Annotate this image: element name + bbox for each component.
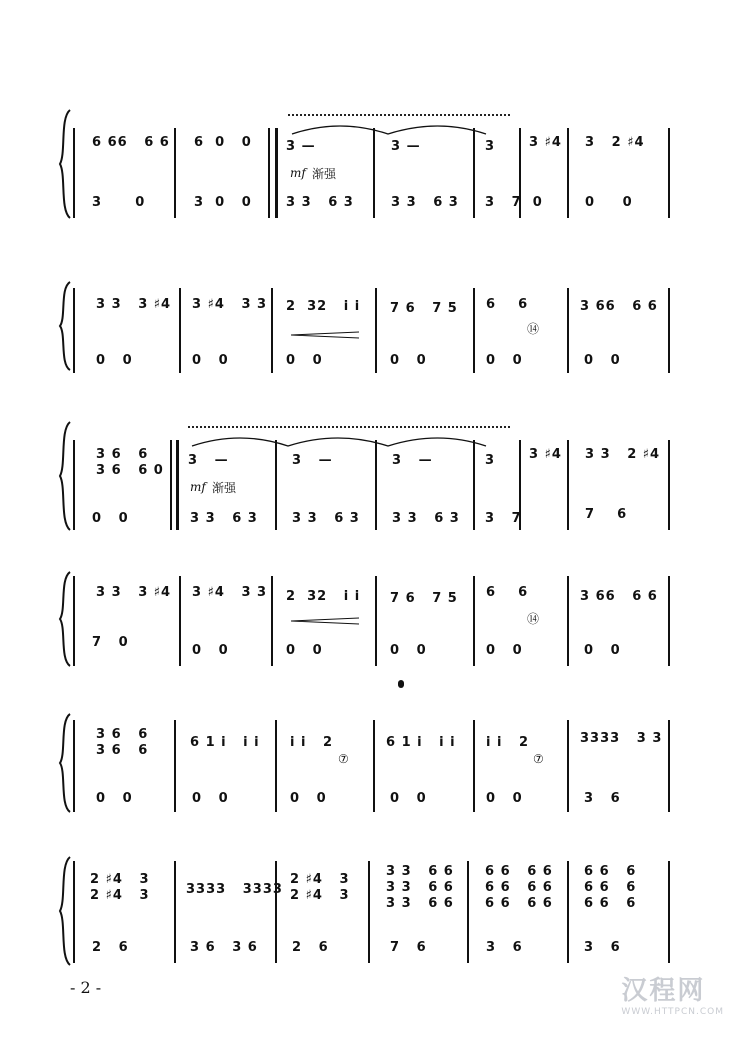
page-number: - 2 - [70, 978, 102, 997]
barline [174, 128, 176, 218]
barline [179, 576, 181, 666]
note-group: i i 2 [486, 735, 530, 750]
barline [275, 720, 277, 812]
note-group: 6 1 i i i [386, 735, 456, 750]
note-group: 3 — [286, 139, 316, 154]
note-group: i i 2 [290, 735, 334, 750]
barline [668, 576, 670, 666]
note-group: 3 — [392, 453, 433, 468]
note-group: 0 0 [486, 791, 523, 806]
barline [73, 440, 75, 530]
barline [73, 576, 75, 666]
barline [73, 128, 75, 218]
note-group: 2 6 [292, 940, 329, 955]
note-group: 3 ♯4 3 3 [192, 297, 268, 312]
system-brace [58, 420, 72, 532]
barline [368, 861, 370, 963]
barline [271, 288, 273, 373]
note-group: 3 — [391, 139, 421, 154]
note-group: 3 3 3 ♯4 [96, 297, 172, 312]
note-group: 3 0 [92, 195, 146, 210]
barline [373, 128, 375, 218]
note-group: 0 0 [585, 195, 633, 210]
note-group: 3333 3333 [186, 882, 283, 897]
note-group: 3 3 3 ♯4 [96, 585, 172, 600]
crescendo-hairpin [289, 616, 361, 626]
note-group: 0 0 [92, 511, 129, 526]
dynamic-marking: mf [190, 480, 206, 494]
note-group: 6 6 6 [584, 896, 637, 911]
note-group: 0 0 [192, 791, 229, 806]
double-barline [275, 128, 278, 218]
system-brace [58, 570, 72, 668]
note-group: 3 7 0 [485, 195, 543, 210]
note-group: 0 0 [584, 353, 621, 368]
barline [271, 576, 273, 666]
barline [174, 720, 176, 812]
score-system-5 [0, 712, 742, 817]
system-brace [58, 108, 72, 220]
barline [473, 720, 475, 812]
barline [567, 576, 569, 666]
crescendo-hairpin [289, 330, 361, 340]
barline [268, 128, 270, 218]
note-group: 0 0 [192, 643, 229, 658]
score-system-6 [0, 855, 742, 970]
circled-number: ⑦ [338, 752, 349, 766]
note-group: 3 3 6 3 [292, 511, 360, 526]
score-system-1 [0, 108, 742, 223]
circled-number: ⑭ [527, 612, 540, 626]
system-brace [58, 712, 72, 814]
barline [473, 576, 475, 666]
score-system-2 [0, 280, 742, 375]
note-group: 0 0 [390, 643, 427, 658]
barline [668, 720, 670, 812]
system-brace [58, 280, 72, 372]
barline [373, 720, 375, 812]
barline [73, 288, 75, 373]
circled-number: ⑭ [527, 322, 540, 336]
note-group: 0 0 [290, 791, 327, 806]
note-group: 3 6 6 [96, 743, 149, 758]
note-group: 3333 3 3 [580, 731, 663, 746]
note-group: 3 3 6 6 [386, 864, 454, 879]
note-group: 2 ♯4 3 [90, 888, 150, 903]
note-group: 0 0 [192, 353, 229, 368]
note-group: 2 32 i i [286, 589, 361, 604]
barline [179, 288, 181, 373]
note-group: 6 1 i i i [190, 735, 260, 750]
circled-number: ⑦ [533, 752, 544, 766]
note-group: 2 32 i i [286, 299, 361, 314]
note-group: 6 6 6 [584, 864, 637, 879]
score-system-3 [0, 420, 742, 535]
note-group: 7 0 [92, 635, 129, 650]
note-group: 6 6 6 6 [485, 896, 553, 911]
barline [170, 440, 172, 530]
barline [668, 440, 670, 530]
note-group: 3 6 6 0 [96, 463, 164, 478]
note-group: 3 3 6 3 [391, 195, 459, 210]
watermark-url: WWW.HTTPCN.COM [621, 1007, 724, 1017]
note-group: 3 6 6 [96, 447, 149, 462]
barline [668, 288, 670, 373]
note-group: 3 0 0 [194, 195, 252, 210]
system-brace [58, 855, 72, 967]
note-group: 3 ♯4 3 3 [192, 585, 268, 600]
note-group: 0 0 [96, 791, 133, 806]
note-group: 3 2 ♯4 [585, 135, 645, 150]
note-group: 6 66 6 6 [92, 135, 170, 150]
note-group: 2 6 [92, 940, 129, 955]
note-group: 3 7 [485, 511, 522, 526]
barline [473, 288, 475, 373]
barline [174, 861, 176, 963]
ink-mark [398, 680, 404, 688]
barline [275, 861, 277, 963]
slur-mark [290, 116, 490, 138]
note-group: 2 ♯4 3 [290, 888, 350, 903]
note-group: 0 0 [390, 791, 427, 806]
barline [567, 440, 569, 530]
note-group: 3 [485, 453, 496, 468]
barline [567, 861, 569, 963]
barline [567, 720, 569, 812]
note-group: 3 [485, 139, 496, 154]
barline [375, 576, 377, 666]
slur-mark [190, 428, 490, 450]
note-group: 3 3 6 6 [386, 896, 454, 911]
watermark-text: 汉程网 [621, 976, 706, 1006]
note-group: 2 ♯4 3 [290, 872, 350, 887]
barline [567, 128, 569, 218]
note-group: 6 6 6 [584, 880, 637, 895]
note-group: 7 6 7 5 [390, 591, 458, 606]
barline [375, 288, 377, 373]
note-group: 0 0 [390, 353, 427, 368]
note-group: 3 6 6 [96, 727, 149, 742]
barline [275, 440, 277, 530]
note-group: 3 6 [584, 940, 621, 955]
note-group: 3 66 6 6 [580, 299, 658, 314]
note-group: 3 66 6 6 [580, 589, 658, 604]
score-system-4 [0, 570, 742, 670]
barline [375, 440, 377, 530]
note-group: 7 6 [585, 507, 628, 522]
barline [668, 861, 670, 963]
note-group: 0 0 [96, 353, 133, 368]
note-group: 6 6 6 6 [485, 880, 553, 895]
note-group: 3 — [292, 453, 333, 468]
note-group: 0 0 [584, 643, 621, 658]
note-group: 7 6 7 5 [390, 301, 458, 316]
note-group: 3 ♯4 [529, 135, 562, 150]
note-group: 3 6 [584, 791, 621, 806]
barline [567, 288, 569, 373]
note-group: 3 6 [486, 940, 523, 955]
note-group: 6 6 [486, 585, 529, 600]
barline [473, 128, 475, 218]
expression-marking: 渐强 [212, 481, 237, 495]
note-group: 0 0 [486, 353, 523, 368]
note-group: 6 6 6 6 [485, 864, 553, 879]
barline [473, 440, 475, 530]
note-group: 0 0 [286, 353, 323, 368]
note-group: 3 3 2 ♯4 [585, 447, 661, 462]
note-group: 3 6 3 6 [190, 940, 258, 955]
barline [467, 861, 469, 963]
note-group: 3 ♯4 [529, 447, 562, 462]
note-group: 0 0 [286, 643, 323, 658]
double-barline [176, 440, 179, 530]
note-group: 3 3 6 3 [286, 195, 354, 210]
barline [73, 720, 75, 812]
note-group: 3 3 6 3 [190, 511, 258, 526]
note-group: 3 3 6 6 [386, 880, 454, 895]
expression-marking: 渐强 [312, 167, 337, 181]
barline [668, 128, 670, 218]
watermark [621, 970, 724, 1017]
note-group: 6 0 0 [194, 135, 252, 150]
dynamic-marking: mf [290, 166, 306, 180]
note-group: 3 — [188, 453, 229, 468]
note-group: 6 6 [486, 297, 529, 312]
note-group: 7 6 [390, 940, 427, 955]
barline [73, 861, 75, 963]
note-group: 0 0 [486, 643, 523, 658]
note-group: 3 3 6 3 [392, 511, 460, 526]
note-group: 2 ♯4 3 [90, 872, 150, 887]
